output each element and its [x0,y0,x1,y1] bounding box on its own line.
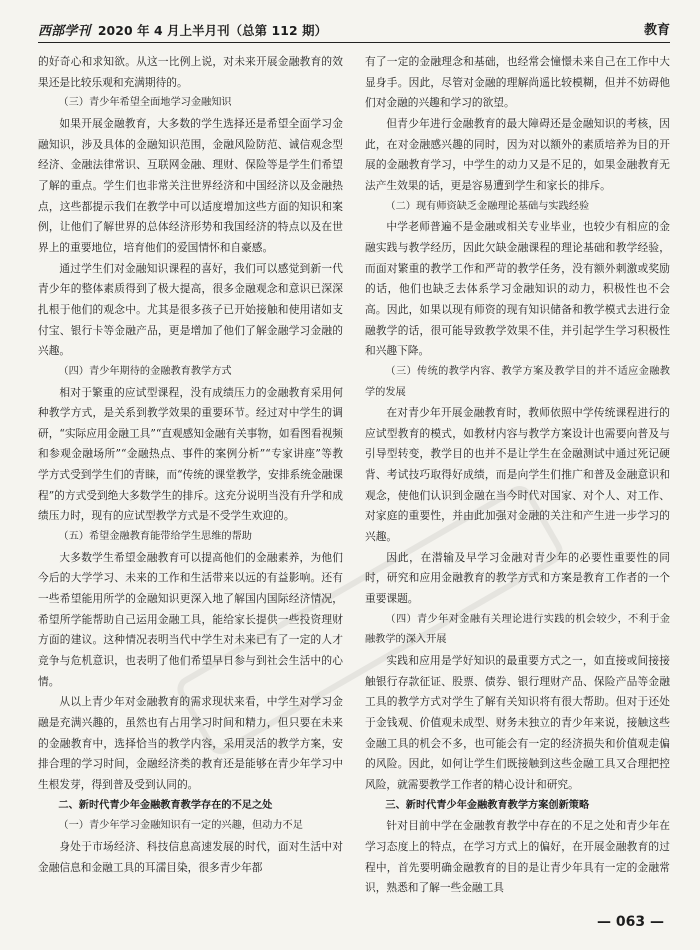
right-paragraph: 因此，在潜输及早学习金融对青少年的必要性重要性的同时，研究和应用金融教育的教学方式和方案是教育工作者的一个重要课题。 [365,550,670,606]
journal-title [38,20,327,39]
left-column [38,52,343,878]
left-paragraph: 相对于繁重的应试型课程，没有成绩压力的金融教育采用何种教学方式，是关系到教学效果的重要环节。经过对中学生的调研，“实际应用金融工具”“直观感知金融有关事物，如看图看视频和参观金融场所”“金融热点、事件的案例分析”“专家讲座”等教学方式受到学生们的青睐，而“传统的课堂教学，安排系统金融课程”的方式受到绝大多数学生的排斥。这充分说明当没有升学和成绩压力时，现有的应试型教学方式是不受学生欢迎的。 [38,385,343,523]
right-subsection-heading: （四）青少年对金融有关理论进行实践的机会较少，不利于金融教学的深入开展 [365,613,670,646]
right-paragraph: 针对目前中学在金融教育教学中存在的不足之处和青少年在学习态度上的特点，在学习方式上的偏好，在开展金融教育的过程中，首先要明确金融教育的目的是让青少年具有一定的金融常识，熟悉和了解一些金融工具 [365,819,670,895]
left-paragraph: 如果开展金融教育，大多数的学生选择还是希望全面学习金融知识，涉及具体的金融知识范围，金融风险防范、诚信观念型经济、金融法律常识、互联网金融、理财、保险等是学生们希望了解的重点。学生们也非常关注世界经济和中国经济以及金融热点，这些都提示我们在教学中可以适度增加这些方面的知识和案例，让他们了解世界的总体经济形势和我国经济的特点以及在世界上的重要地位，培育他们的爱国情怀和自豪感。 [38,116,343,254]
issue-info: 2020 年 4 月上半月刊（总第 112 期） [97,23,328,38]
left-section-heading: 二、新时代青少年金融教育教学存在的不足之处 [58,799,273,811]
page-header [38,16,670,43]
right-paragraph: 但青少年进行金融教育的最大障碍还是金融知识的考核，因此，在对金融感兴趣的同时，因为对以额外的素质培养为目的开展的金融教育学习，中学生的动力又是不足的，如果金融教育无法产生效果的话，更是容易遭到学生和家长的排斥。 [365,116,670,192]
journal-logo: 西部学刊 [38,24,91,39]
left-paragraph: 的好奇心和求知欲。从这一比例上说，对未来开展金融教育的效果还是比较乐观和充满期待的。 [38,55,343,89]
right-subsection-heading: （三）传统的教学内容、教学方案及教学目的并不适应金融教学的发展 [365,365,670,398]
right-column [365,52,670,899]
left-paragraph: 大多数学生希望金融教育可以提高他们的金融素养，为他们今后的大学学习、未来的工作和生活带来以远的有益影响。还有一些希望能用所学的金融知识更深入地了解国内国际经济情况，希望所学能帮助自己运用金融工具，能给家长提供一些投资理财方面的建议。这种情况表明当代中学生对未来已有了一定的人才竞争与危机意识，也表明了他们希望早日参与到社会生活中的心情。 [38,550,343,688]
right-subsection-heading: （二）现有师资缺乏金融理论基础与实践经验 [385,200,590,212]
right-paragraph: 有了一定的金融理念和基础，也经常会憧憬未来自己在工作中大显身手。因此，尽管对金融的理解尚遥比较模糊，但并不妨碍他们对金融的兴趣和学习的欲望。 [365,55,670,110]
left-subsection-heading: （三）青少年希望全面地学习金融知识 [58,97,232,109]
page-number: — 063 — [597,914,664,930]
left-paragraph: 通过学生们对金融知识课程的喜好，我们可以感觉到新一代青少年的整体素质得到了极大提高，很多金融观念和意识已深深扎根于他们的观念中。尤其是很多孩子已开始接触和使用诸如支付宝、银行卡等金融产品，更是增加了他们了解金融学习金融的兴趣。 [38,261,343,358]
right-paragraph: 中学老师普遍不是金融或相关专业毕业，也较少有相应的金融实践与教学经历，因此欠缺金融课程的理论基础和教学经验，而面对繁重的教学工作和严苛的教学任务，没有额外刺激或奖励的话，他们也缺乏去体系学习金融知识的动力，积极性也不会高。因此，如果以现有师资的现有知识储备和教学模式去进行金融教学的话，很可能导致教学效果不佳，并引起学生学习积极性和兴趣下降。 [365,220,670,358]
left-subsection-heading: （五）希望金融教育能带给学生思维的帮助 [58,531,252,543]
right-paragraph: 在对青少年开展金融教育时，教师依照中学传统课程进行的应试型教育的模式，如教材内容与教学方案设计也需要向普及与引导型转变，教学目的也并不是让学生在金融测试中通过死记硬背、考试技巧取得好成绩，而是向学生们推广和普及金融意识和观念，使他们认识到金融在当今时代对国家、对个人、对工作、对家庭的重要性，并由此加强对金融的关注和产生进一步学习的兴趣。 [365,406,670,544]
right-paragraph: 实践和应用是学好知识的最重要方式之一，如直接或间接接触银行存款征证、股票、债券、银行理财产品、保险产品等金融工具的教学方式对学生了解有关知识将有很大帮助。但对于还处于金钱观、价值观未成型、财务未独立的青少年来说，接触这些金融工具的机会不多，也可能会有一定的经济损失和价值观走偏的风险。因此，如何让学生们既接触到这些金融工具又合理把控风险，就需要教学工作者的精心设计和研究。 [365,654,670,791]
left-subsection-heading: （四）青少年期待的金融教育教学方式 [58,365,232,377]
left-subsection-heading: （一）青少年学习金融知识有一定的兴趣，但动力不足 [58,820,303,832]
left-paragraph: 身处于市场经济、科技信息高速发展的时代，面对生活中对金融信息和金融工具的耳濡目染，很多青少年都 [38,839,343,874]
left-paragraph: 从以上青少年对金融教育的需求现状来看，中学生对学习金融是充满兴趣的，虽然也有占用学习时间和精力，但只要在未来的金融教育中，选择恰当的教学内容，采用灵活的教学方案，安排合理的学习时间，金融经济类的教育还是能够在青少年学习中生根发芽，得到普及受到认同的。 [38,695,343,791]
section-label: 教育 [643,23,670,38]
right-section-heading: 三、新时代青少年金融教育教学方案创新策略 [385,799,590,811]
